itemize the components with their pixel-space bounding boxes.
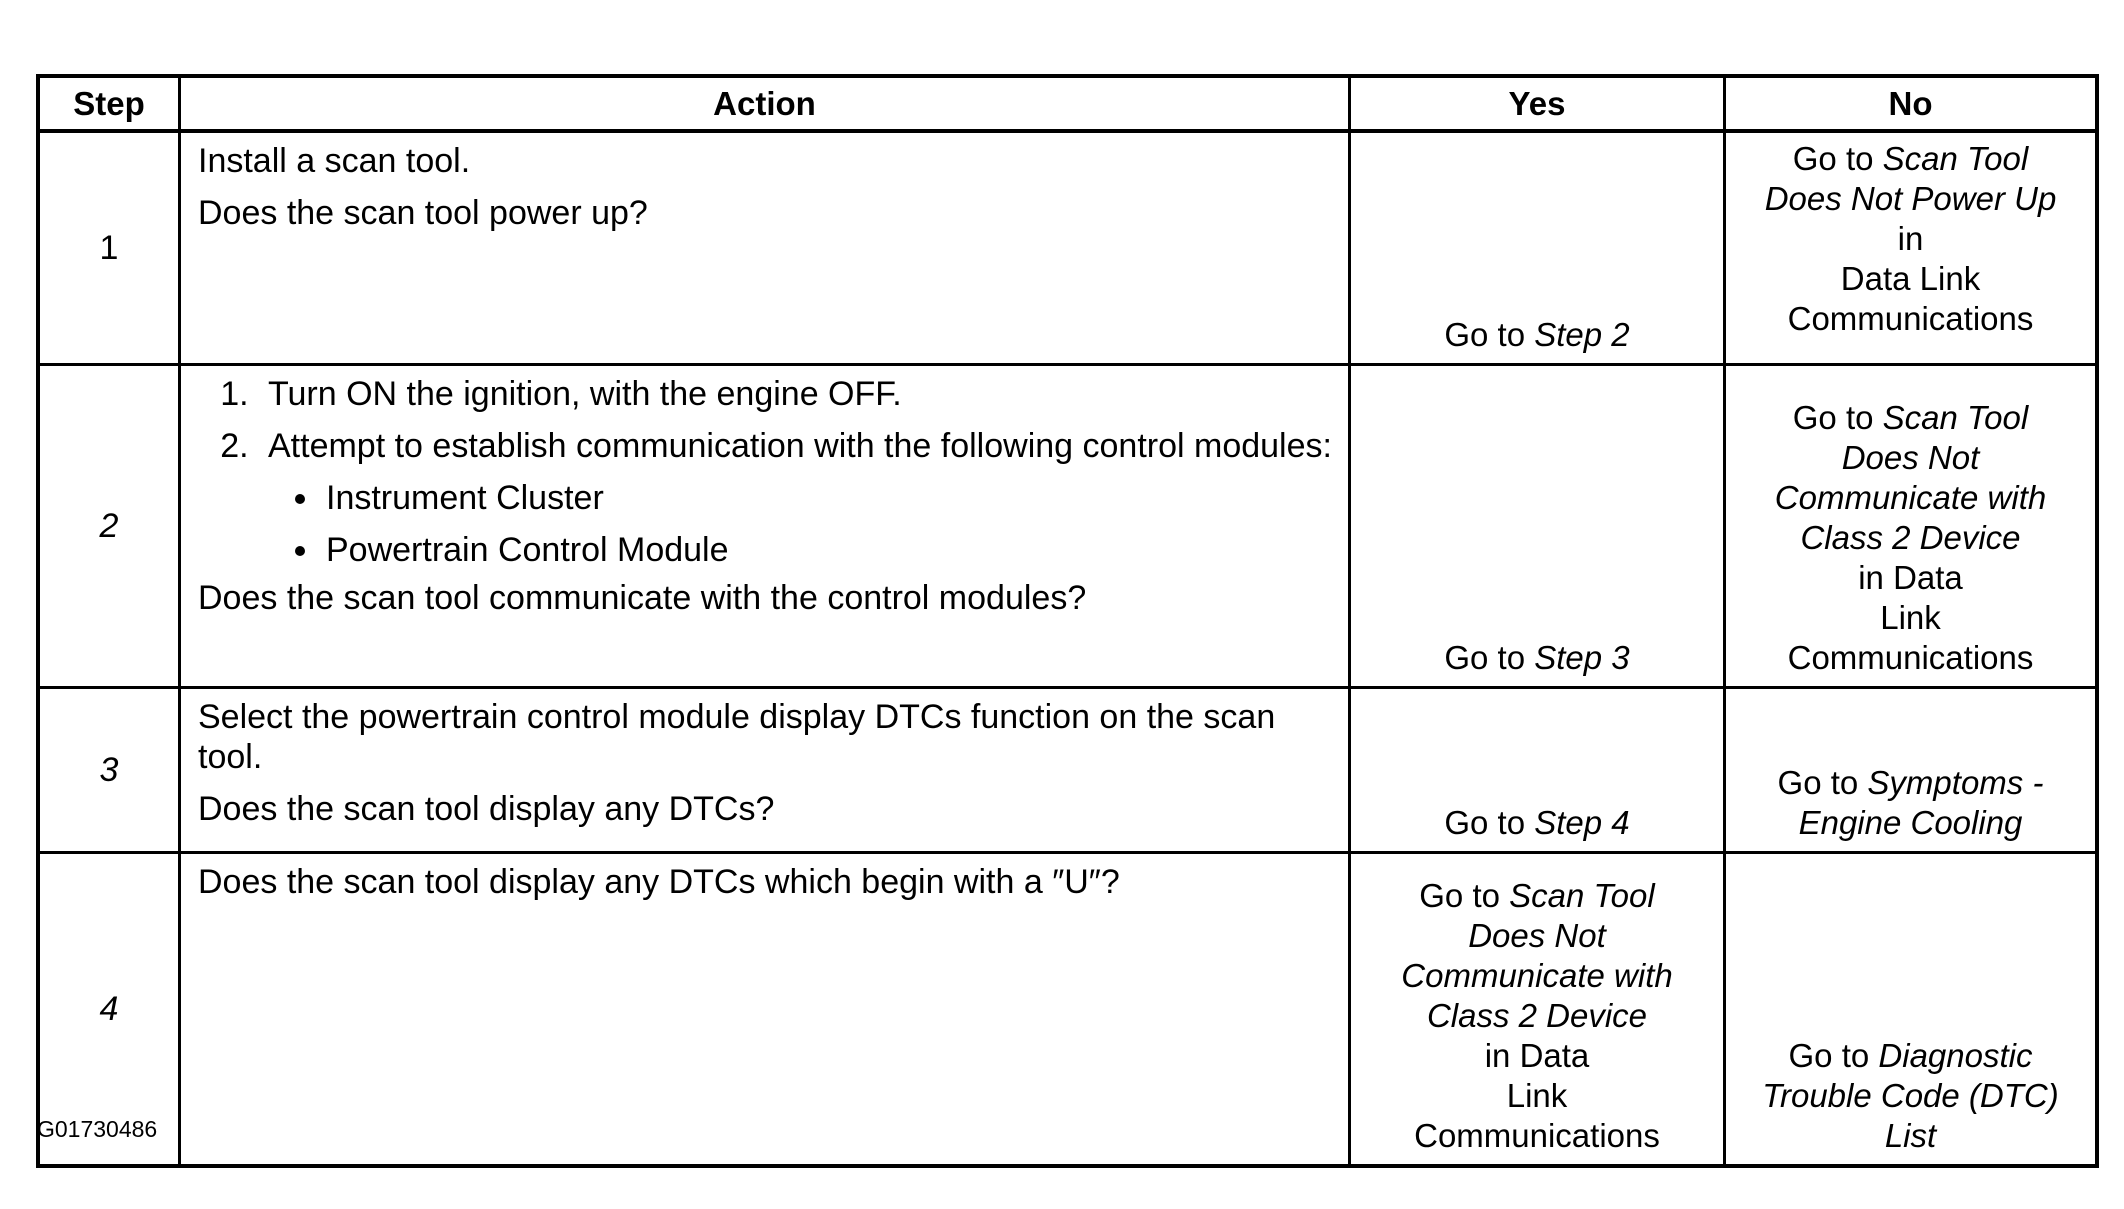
no-link-scan-tool[interactable]: Scan Tool	[1882, 399, 2029, 436]
action-cell	[180, 853, 1350, 1166]
no-prefix: Go to	[1792, 399, 1874, 436]
table-header-row	[39, 77, 2097, 132]
no-prefix: Go to	[1788, 1037, 1870, 1074]
yes-prefix: Go to	[1444, 639, 1526, 676]
table-row	[39, 365, 2097, 688]
no-suffix-in: in	[1897, 220, 1924, 257]
yes-cell	[1350, 688, 1725, 853]
action-question: Does the scan tool communicate with the control modules?	[198, 579, 1087, 617]
step-number: 2	[39, 365, 180, 688]
action-question: Does the scan tool power up?	[198, 194, 648, 232]
yes-link-communicate-with[interactable]: Communicate with	[1401, 957, 1673, 994]
no-cell	[1725, 853, 2097, 1166]
yes-link-step-2[interactable]: Step 2	[1534, 316, 1630, 353]
yes-link-scan-tool[interactable]: Scan Tool	[1509, 877, 1655, 914]
no-link-engine-cooling[interactable]: Engine Cooling	[1798, 804, 2023, 841]
no-suffix-link: Link	[1880, 599, 1941, 636]
no-link-class-2-device[interactable]: Class 2 Device	[1800, 519, 2021, 556]
action-question: Does the scan tool display any DTCs which begin with a ″U″?	[198, 863, 1120, 901]
action-list-item	[258, 426, 1334, 570]
yes-suffix-link: Link	[1506, 1077, 1568, 1114]
yes-prefix: Go to	[1444, 804, 1526, 841]
header-action: Action	[180, 77, 1350, 132]
no-cell	[1725, 131, 2097, 365]
table-row	[39, 131, 2097, 365]
header-yes: Yes	[1350, 77, 1725, 132]
bullet-item: • Powertrain Control Module	[322, 530, 1334, 570]
no-prefix: Go to	[1792, 140, 1874, 177]
yes-suffix-communications: Communications	[1414, 1117, 1660, 1154]
diagnostic-table	[37, 75, 2098, 1167]
yes-prefix: Go to	[1419, 877, 1500, 914]
table-row	[39, 688, 2097, 853]
figure-id: G01730486	[37, 1116, 158, 1142]
no-link-diagnostic[interactable]: Diagnostic	[1878, 1037, 2033, 1074]
no-link-scan-tool[interactable]: Scan Tool	[1882, 140, 2029, 177]
yes-link-class-2-device[interactable]: Class 2 Device	[1426, 997, 1648, 1034]
bullet-item: • Instrument Cluster	[322, 478, 1334, 518]
header-step: Step	[39, 77, 180, 132]
yes-cell	[1350, 853, 1725, 1166]
action-text: Select the powertrain control module display DTCs function on the scan tool.	[198, 698, 1276, 776]
no-suffix-in-data: in Data	[1858, 559, 1963, 596]
no-suffix-data-link: Data Link	[1840, 260, 1981, 297]
no-suffix-communications: Communications	[1787, 300, 2034, 337]
no-prefix: Go to	[1777, 764, 1859, 801]
action-text: Install a scan tool.	[198, 142, 471, 180]
action-list-item-text: Attempt to establish communication with the following control modules:	[268, 427, 1332, 465]
no-link-symptoms[interactable]: Symptoms -	[1867, 764, 2044, 801]
no-link-does-not[interactable]: Does Not	[1841, 439, 1980, 476]
step-number: 3	[39, 688, 180, 853]
yes-cell	[1350, 365, 1725, 688]
table-row	[39, 853, 2097, 1166]
yes-link-step-3[interactable]: Step 3	[1534, 639, 1630, 676]
step-number: 4	[39, 853, 180, 1166]
header-no: No	[1725, 77, 2097, 132]
action-numbered-list	[198, 374, 1334, 570]
yes-cell	[1350, 131, 1725, 365]
no-link-does-not-power-up[interactable]: Does Not Power Up	[1764, 180, 2057, 217]
no-suffix-communications: Communications	[1787, 639, 2034, 676]
action-cell	[180, 365, 1350, 688]
no-link-trouble-code[interactable]: Trouble Code (DTC)	[1762, 1077, 2059, 1114]
step-number: 1	[39, 131, 180, 365]
action-list-item: 1. Turn ON the ignition, with the engine OFF.	[258, 374, 1334, 414]
no-cell	[1725, 688, 2097, 853]
action-bullet-list	[268, 478, 1334, 570]
action-cell	[180, 688, 1350, 853]
action-cell	[180, 131, 1350, 365]
no-link-list[interactable]: List	[1884, 1117, 1937, 1154]
yes-link-step-4[interactable]: Step 4	[1534, 804, 1630, 841]
yes-suffix-in-data: in Data	[1484, 1037, 1590, 1074]
yes-prefix: Go to	[1444, 316, 1526, 353]
no-cell	[1725, 365, 2097, 688]
action-question: Does the scan tool display any DTCs?	[198, 790, 775, 828]
no-link-communicate-with[interactable]: Communicate with	[1774, 479, 2047, 516]
yes-link-does-not[interactable]: Does Not	[1468, 917, 1606, 954]
